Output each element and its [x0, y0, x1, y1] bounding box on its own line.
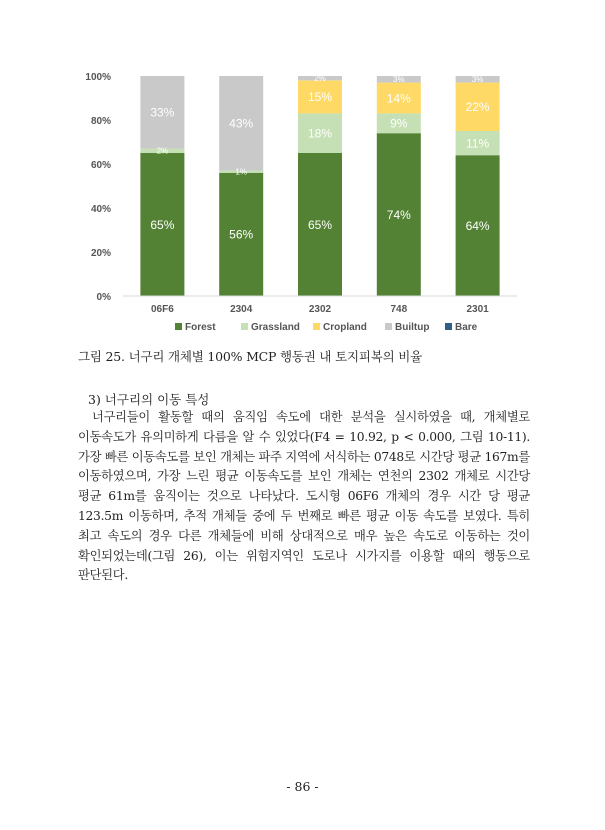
legend-label: Grassland: [251, 322, 300, 333]
y-tick-label: 20%: [90, 248, 111, 259]
page-number: - 86 -: [286, 779, 319, 794]
legend-swatch: [445, 323, 452, 330]
legend-item-bare: [445, 322, 478, 333]
data-label: 11%: [466, 136, 490, 151]
legend-item-grassland: [241, 322, 300, 333]
legend: [175, 322, 478, 333]
x-tick-label: 2301: [466, 304, 489, 315]
legend-swatch: [241, 323, 248, 330]
x-tick-label: 06F6: [151, 304, 174, 315]
legend-item-forest: [175, 322, 216, 333]
bar-stack-06F6: [140, 76, 184, 296]
legend-item-builtup: [385, 322, 429, 333]
data-label: 22%: [465, 100, 490, 115]
data-label: 64%: [465, 218, 490, 233]
data-label: 9%: [390, 116, 408, 131]
section-heading: 3) 너구리의 이동 특성: [88, 392, 210, 407]
y-tick-label: 60%: [90, 160, 111, 171]
data-label: 74%: [386, 207, 411, 222]
data-label: 33%: [150, 105, 175, 120]
x-tick-label: 748: [390, 304, 408, 315]
x-tick-label: 2302: [308, 304, 332, 315]
data-label: 56%: [229, 227, 254, 242]
bars: [140, 74, 499, 296]
legend-label: Builtup: [395, 322, 430, 333]
data-label: 3%: [471, 75, 484, 85]
x-tick-label: 2304: [230, 304, 253, 315]
legend-swatch: [385, 323, 392, 330]
data-label: 2%: [156, 146, 169, 156]
data-label: 2%: [314, 74, 326, 84]
paragraph-text: 너구리들이 활동할 때의 움직임 속도에 대한 분석을 실시하였을 때, 개체별로 이동속도가 유의미하게 다름을 알 수 있었다(F4 = 10.92, p < 0.000, 그림 10-11). 가장 빠른 이동속도를 보인 개체는 파주 지역에 서식하는 0748로 시간당 평균 167m를 이동하였으며, 가장 느린 평균 이동속도를 보인 개체는 연천의 2302 개체로 시간당 평균 61m를 움직이는 것으로 나타났다. 도시형 06F6 개체의 경우 시간 당 평균 123.5m 이동하며, 추적 개체들 중에 두 번째로 빠른 평균 이동 속도를 보였다. 특히 최고 속도의 경우 다른 개체들에 비해 상대적으로 매우 높은 속도로 이동하는 것이 확인되었는데(그림 26), 이는 위험지역인 도로나 시가지를 이용할 때의 행동으로 판단된다.: [78, 410, 530, 583]
bar-stack-748: [377, 75, 421, 296]
y-tick-label: 80%: [90, 116, 111, 127]
land-cover-stacked-bar-chart: [75, 62, 535, 347]
y-axis: [85, 72, 111, 303]
legend-swatch: [313, 323, 320, 330]
bar-stack-2302: [298, 74, 342, 296]
bar-stack-2304: [219, 76, 263, 296]
y-tick-label: 0%: [96, 292, 111, 303]
data-label: 15%: [307, 90, 333, 105]
legend-label: Cropland: [323, 322, 367, 333]
legend-swatch: [175, 323, 182, 330]
x-axis-labels: [151, 304, 489, 315]
y-tick-label: 40%: [90, 204, 111, 215]
legend-item-cropland: [313, 322, 367, 333]
legend-label: Forest: [185, 322, 216, 333]
data-label: 1%: [235, 167, 247, 177]
bar-stack-2301: [456, 75, 500, 296]
y-tick-label: 100%: [85, 72, 111, 83]
data-label: 3%: [393, 75, 405, 85]
data-label: 65%: [150, 217, 175, 232]
data-label: 43%: [229, 116, 254, 131]
data-label: 18%: [307, 126, 333, 141]
figure-caption: 그림 25. 너구리 개체별 100% MCP 행동권 내 토지피복의 비율: [78, 349, 422, 364]
body-paragraph: [78, 408, 530, 586]
data-label: 65%: [307, 217, 333, 232]
data-label: 14%: [386, 91, 411, 106]
legend-label: Bare: [455, 322, 478, 333]
